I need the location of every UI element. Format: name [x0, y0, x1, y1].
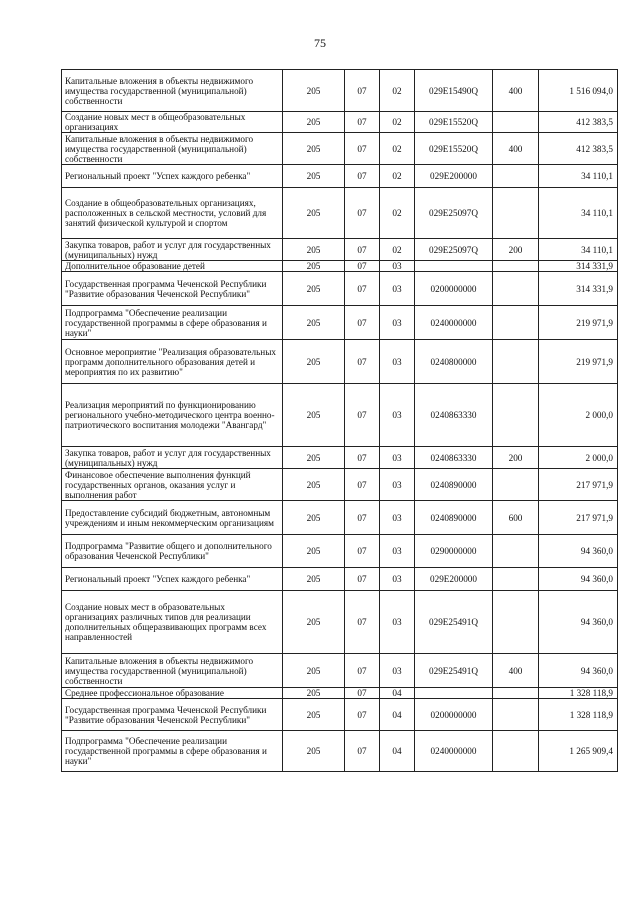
row-csr: 0240863330 [415, 447, 493, 469]
row-vr [493, 469, 539, 501]
row-vr: 200 [493, 447, 539, 469]
row-vr [493, 699, 539, 731]
page-number: 75 [314, 36, 326, 50]
table-row [62, 384, 618, 447]
row-sum: 94 360,0 [539, 535, 618, 568]
row-vr [493, 165, 539, 188]
row-ved: 205 [283, 568, 345, 591]
row-rz: 07 [345, 306, 380, 340]
row-ved: 205 [283, 469, 345, 501]
row-pr: 02 [380, 133, 415, 165]
row-csr: 0240000000 [415, 306, 493, 340]
row-vr [493, 272, 539, 306]
row-sum: 94 360,0 [539, 568, 618, 591]
row-vr: 400 [493, 654, 539, 688]
row-csr: 0240863330 [415, 384, 493, 447]
row-ved: 205 [283, 306, 345, 340]
row-rz: 07 [345, 591, 380, 654]
row-rz: 07 [345, 261, 380, 272]
row-name: Подпрограмма "Обеспечение реализации государственной программы в сфере образования и науки" [62, 731, 283, 772]
row-ved: 205 [283, 731, 345, 772]
row-vr [493, 188, 539, 239]
row-pr: 03 [380, 469, 415, 501]
row-rz: 07 [345, 239, 380, 261]
row-pr: 03 [380, 591, 415, 654]
row-vr [493, 112, 539, 133]
row-ved: 205 [283, 188, 345, 239]
table-row [62, 261, 618, 272]
row-vr [493, 340, 539, 384]
row-name: Дополнительное образование детей [62, 261, 283, 272]
row-sum: 412 383,5 [539, 133, 618, 165]
row-sum: 217 971,9 [539, 501, 618, 535]
row-csr: 0240800000 [415, 340, 493, 384]
row-rz: 07 [345, 699, 380, 731]
table-row [62, 469, 618, 501]
row-rz: 07 [345, 568, 380, 591]
row-ved: 205 [283, 112, 345, 133]
row-sum: 34 110,1 [539, 239, 618, 261]
row-csr [415, 688, 493, 699]
row-rz: 07 [345, 688, 380, 699]
row-csr: 0240890000 [415, 501, 493, 535]
row-csr: 029E200000 [415, 165, 493, 188]
row-csr: 029E15490Q [415, 70, 493, 112]
table-row [62, 133, 618, 165]
row-vr: 400 [493, 133, 539, 165]
row-rz: 07 [345, 654, 380, 688]
row-ved: 205 [283, 535, 345, 568]
row-vr: 600 [493, 501, 539, 535]
table-row [62, 688, 618, 699]
row-pr: 02 [380, 112, 415, 133]
row-ved: 205 [283, 70, 345, 112]
row-vr [493, 306, 539, 340]
row-pr: 03 [380, 654, 415, 688]
row-pr: 02 [380, 70, 415, 112]
row-name: Региональный проект "Успех каждого ребенка" [62, 165, 283, 188]
row-name: Капитальные вложения в объекты недвижимого имущества государственной (муниципальной) собственности [62, 70, 283, 112]
row-name: Государственная программа Чеченской Республики "Развитие образования Чеченской Республики" [62, 272, 283, 306]
row-name: Региональный проект "Успех каждого ребенка" [62, 568, 283, 591]
row-ved: 205 [283, 165, 345, 188]
row-sum: 34 110,1 [539, 165, 618, 188]
row-name: Подпрограмма "Обеспечение реализации государственной программы в сфере образования и науки" [62, 306, 283, 340]
row-sum: 314 331,9 [539, 272, 618, 306]
row-csr: 029E15520Q [415, 112, 493, 133]
row-rz: 07 [345, 384, 380, 447]
row-sum: 2 000,0 [539, 384, 618, 447]
table-row [62, 654, 618, 688]
row-csr: 029E25097Q [415, 239, 493, 261]
row-sum: 314 331,9 [539, 261, 618, 272]
row-pr: 02 [380, 165, 415, 188]
row-ved: 205 [283, 699, 345, 731]
row-name: Закупка товаров, работ и услуг для государственных (муниципальных) нужд [62, 239, 283, 261]
row-ved: 205 [283, 447, 345, 469]
row-sum: 1 516 094,0 [539, 70, 618, 112]
row-sum: 94 360,0 [539, 654, 618, 688]
row-csr: 029E25491Q [415, 654, 493, 688]
row-rz: 07 [345, 272, 380, 306]
row-rz: 07 [345, 731, 380, 772]
row-pr: 03 [380, 261, 415, 272]
row-pr: 02 [380, 239, 415, 261]
row-name: Государственная программа Чеченской Республики "Развитие образования Чеченской Республики" [62, 699, 283, 731]
table-row [62, 699, 618, 731]
row-name: Закупка товаров, работ и услуг для государственных (муниципальных) нужд [62, 447, 283, 469]
row-pr: 03 [380, 340, 415, 384]
row-csr: 0240890000 [415, 469, 493, 501]
row-vr [493, 688, 539, 699]
row-sum: 2 000,0 [539, 447, 618, 469]
table-row [62, 568, 618, 591]
table-row [62, 70, 618, 112]
row-csr: 0290000000 [415, 535, 493, 568]
row-sum: 412 383,5 [539, 112, 618, 133]
row-name: Создание новых мест в образовательных организациях различных типов для реализации дополнительных общеразвивающих программ всех направленностей [62, 591, 283, 654]
row-name: Основное мероприятие "Реализация образовательных программ дополнительного образования детей и мероприятия по их развитию" [62, 340, 283, 384]
table-row [62, 112, 618, 133]
row-vr [493, 731, 539, 772]
row-name: Среднее профессиональное образование [62, 688, 283, 699]
row-rz: 07 [345, 70, 380, 112]
row-pr: 03 [380, 272, 415, 306]
row-ved: 205 [283, 654, 345, 688]
row-name: Капитальные вложения в объекты недвижимого имущества государственной (муниципальной) собственности [62, 654, 283, 688]
row-csr: 029E25097Q [415, 188, 493, 239]
row-vr [493, 535, 539, 568]
row-name: Подпрограмма "Развитие общего и дополнительного образования Чеченской Республики" [62, 535, 283, 568]
row-vr: 200 [493, 239, 539, 261]
row-vr [493, 384, 539, 447]
table-row [62, 535, 618, 568]
row-name: Создание в общеобразовательных организациях, расположенных в сельской местности, условий для занятий физической культурой и спортом [62, 188, 283, 239]
row-vr [493, 261, 539, 272]
table-row [62, 447, 618, 469]
row-csr: 029E15520Q [415, 133, 493, 165]
row-rz: 07 [345, 133, 380, 165]
row-pr: 03 [380, 384, 415, 447]
row-pr: 04 [380, 688, 415, 699]
table-row [62, 591, 618, 654]
row-pr: 03 [380, 568, 415, 591]
row-sum: 1 265 909,4 [539, 731, 618, 772]
row-rz: 07 [345, 447, 380, 469]
table-row [62, 340, 618, 384]
table-row [62, 501, 618, 535]
row-sum: 1 328 118,9 [539, 699, 618, 731]
row-sum: 1 328 118,9 [539, 688, 618, 699]
row-name: Реализация мероприятий по функционированию регионального учебно-методического центра военно-патриотического воспитания молодежи "Авангард" [62, 384, 283, 447]
row-rz: 07 [345, 165, 380, 188]
table-row [62, 272, 618, 306]
table-row [62, 239, 618, 261]
row-sum: 94 360,0 [539, 591, 618, 654]
row-pr: 03 [380, 535, 415, 568]
row-ved: 205 [283, 591, 345, 654]
row-ved: 205 [283, 261, 345, 272]
row-ved: 205 [283, 384, 345, 447]
row-rz: 07 [345, 535, 380, 568]
table-row [62, 306, 618, 340]
row-pr: 03 [380, 306, 415, 340]
row-rz: 07 [345, 469, 380, 501]
row-sum: 34 110,1 [539, 188, 618, 239]
row-ved: 205 [283, 688, 345, 699]
row-name: Финансовое обеспечение выполнения функций государственных органов, оказания услуг и выполнения работ [62, 469, 283, 501]
row-ved: 205 [283, 340, 345, 384]
row-name: Создание новых мест в общеобразовательных организациях [62, 112, 283, 133]
budget-table [61, 69, 618, 772]
row-csr: 029E200000 [415, 568, 493, 591]
row-vr: 400 [493, 70, 539, 112]
row-name: Капитальные вложения в объекты недвижимого имущества государственной (муниципальной) собственности [62, 133, 283, 165]
row-name: Предоставление субсидий бюджетным, автономным учреждениям и иным некоммерческим организациям [62, 501, 283, 535]
row-rz: 07 [345, 501, 380, 535]
row-sum: 219 971,9 [539, 306, 618, 340]
row-csr: 0200000000 [415, 272, 493, 306]
row-csr: 0240000000 [415, 731, 493, 772]
row-rz: 07 [345, 340, 380, 384]
row-csr [415, 261, 493, 272]
row-csr: 029E25491Q [415, 591, 493, 654]
row-pr: 04 [380, 699, 415, 731]
row-vr [493, 568, 539, 591]
row-csr: 0200000000 [415, 699, 493, 731]
row-pr: 03 [380, 501, 415, 535]
table-row [62, 731, 618, 772]
row-sum: 217 971,9 [539, 469, 618, 501]
row-sum: 219 971,9 [539, 340, 618, 384]
row-pr: 03 [380, 447, 415, 469]
table-row [62, 165, 618, 188]
row-pr: 04 [380, 731, 415, 772]
row-ved: 205 [283, 239, 345, 261]
row-ved: 205 [283, 272, 345, 306]
row-ved: 205 [283, 501, 345, 535]
row-pr: 02 [380, 188, 415, 239]
row-ved: 205 [283, 133, 345, 165]
table-row [62, 188, 618, 239]
budget-table-body [62, 70, 618, 772]
row-rz: 07 [345, 188, 380, 239]
row-rz: 07 [345, 112, 380, 133]
row-vr [493, 591, 539, 654]
